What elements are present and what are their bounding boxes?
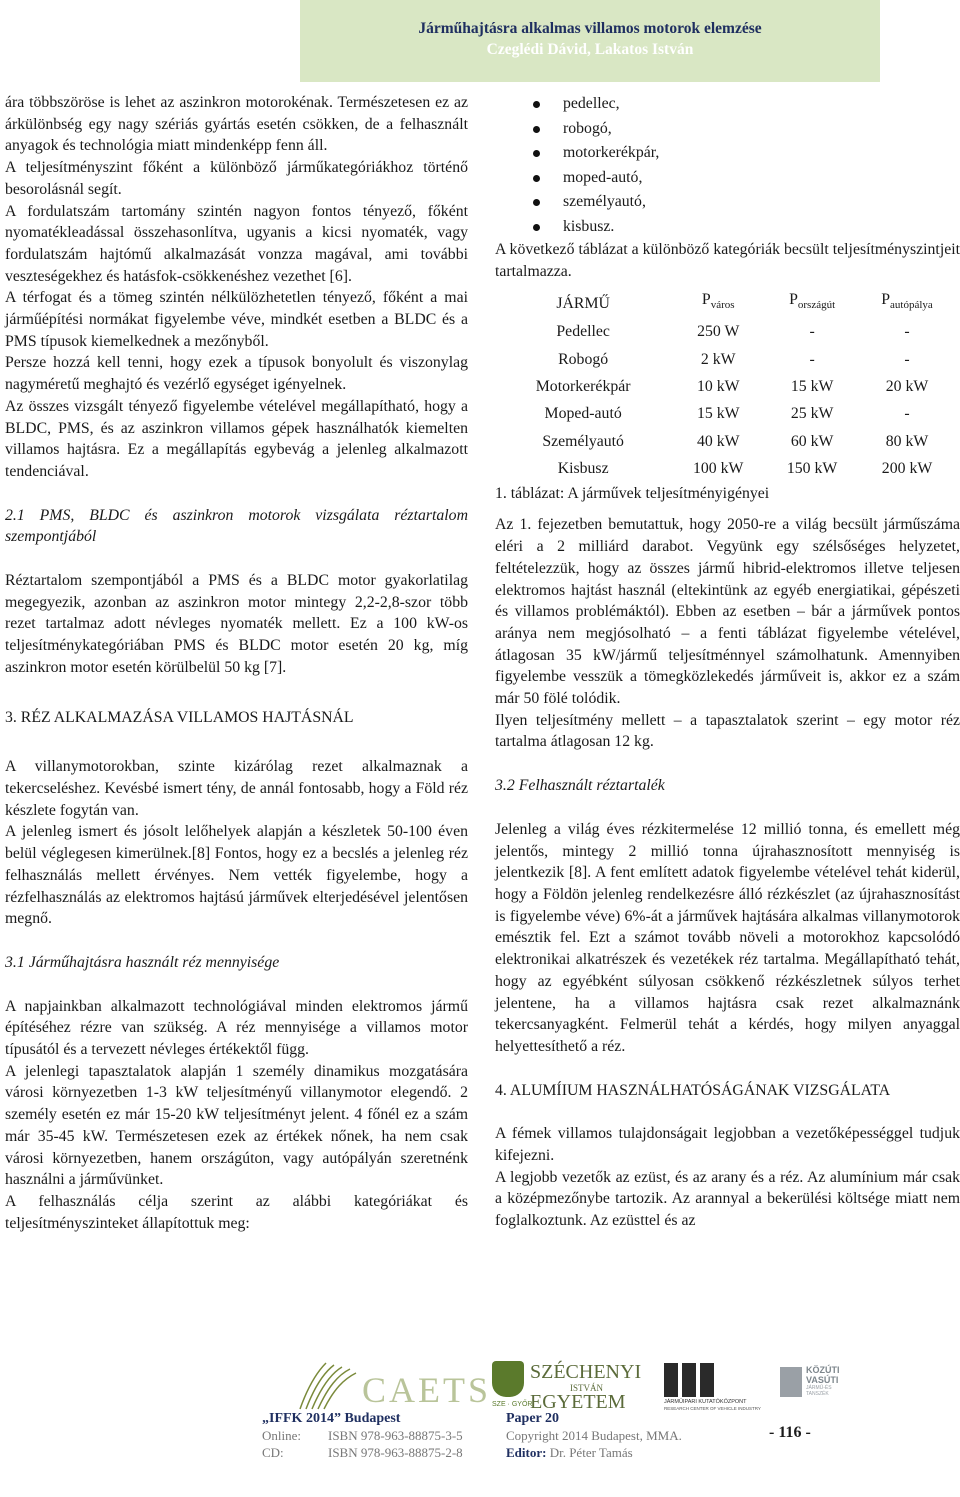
list-item: moped-autó, — [563, 166, 960, 191]
table-cell: 200 kW — [881, 460, 933, 478]
copyright: Copyright 2014 Budapest, MMA. — [506, 1428, 682, 1443]
vehicle-category-list — [495, 92, 960, 239]
table-header-cell: $P_{város}$ — [701, 291, 735, 312]
paragraph: A teljesítményszint főként a különböző járműkategóriákhoz történő besorolásnál segít. — [5, 159, 468, 198]
table-row — [495, 373, 955, 400]
table-cell: Robogó — [558, 350, 609, 368]
kozuti-vasuti-logo — [780, 1363, 860, 1413]
list-item: kisbusz. — [563, 215, 960, 240]
table-cell: 10 kW — [696, 378, 740, 396]
header-authors: Czeglédi Dávid, Lakatos István — [486, 41, 694, 58]
table-caption: 1. táblázat: A járművek teljesítményigényei — [495, 484, 770, 502]
header-title: Járműhajtásra alkalmas villamos motorok elemzése — [418, 20, 762, 37]
editor-name: Dr. Péter Tamás — [549, 1445, 633, 1460]
table-cell: 25 kW — [790, 405, 834, 423]
table-cell: 80 kW — [885, 432, 929, 450]
szechenyi-emblem-icon — [492, 1361, 524, 1397]
power-table — [495, 288, 955, 482]
paragraph: Persze hozzá kell tenni, hogy ezek a típusok bonyolult és viszonylag nagyméretű meghajtó és vezérlő egységet igényelnek. — [5, 354, 468, 394]
online-isbn: ISBN 978-963-88875-3-5 — [328, 1428, 463, 1443]
table-header-cell: $P_{országút}$ — [789, 291, 836, 312]
table-cell: 250 W — [697, 323, 740, 341]
szechenyi-istvan: ISTVÁN — [570, 1383, 603, 1393]
section-heading-3-1: 3.1 Járműhajtásra használt réz mennyisége — [5, 953, 280, 971]
paragraph: A felhasználás célja szerint az alábbi kategóriákat és teljesítményszinteket állapítottuk meg: — [5, 1192, 468, 1232]
sze-label: SZE · GYŐR — [492, 1401, 533, 1408]
jkk-logo — [664, 1363, 774, 1413]
kozuti-line-2: VASÚTI — [806, 1375, 839, 1385]
table-cell: - — [904, 350, 910, 368]
table-row — [495, 346, 955, 373]
paragraph: Ilyen teljesítmény mellett – a tapasztalatok szerint – egy motor réz tartalma átlagosan 12 kg. — [495, 711, 960, 751]
page-number: - 116 - — [769, 1424, 811, 1441]
kozuti-line-3: JÁRMŰ-ÉS — [806, 1385, 832, 1391]
table-header-cell: $P_{autópálya}$ — [881, 291, 933, 312]
section-heading-3: 3. RÉZ ALKALMAZÁSA VILLAMOS HAJTÁSNÁL — [5, 708, 354, 726]
table-cell: 60 kW — [790, 432, 834, 450]
section-heading-4: 4. ALUMÍIUM HASZNÁLHATÓSÁGÁNAK VIZSGÁLATA — [495, 1081, 891, 1099]
kozuti-line-1: KÖZÚTI — [806, 1365, 840, 1375]
right-column — [495, 92, 960, 1232]
section-heading-2-1: 2.1 PMS, BLDC és aszinkron motorok vizsgálata réztartalom szempontjából — [5, 506, 468, 546]
table-header-cell: JÁRMŰ — [556, 294, 610, 312]
list-item: robogó, — [563, 117, 960, 142]
jkk-name: JÁRMŰIPARI KUTATÓKÖZPONT — [664, 1399, 747, 1405]
table-header-row — [495, 288, 955, 318]
section-heading-3-2: 3.2 Felhasznált réztartalék — [495, 777, 665, 795]
list-item: személyautó, — [563, 190, 960, 215]
paragraph: A jelenleg ismert és jósolt lelőhelyek alapján a készletek 50-100 éven belül véglegesen kimerülnek.[8] Fontos, hogy ez a becslés a jelenleg réz felhasználás mellett érvényes. Nem vették figyelembe, hogy a rézfelhasználás az elektromos hajtású járművek elterjedésével jelentősen megnő. — [5, 823, 468, 928]
editor-label: Editor: — [506, 1445, 547, 1460]
paragraph: Réztartalom szempontjából a PMS és a BLDC motor gyakorlatilag megegyezik, azonban az aszinkron motor mintegy 2,2-2,8-szor több rezet tartalmaz adott névleges nyomaték mellett. Ez a 100 kW-os teljesítménykategóriában PMS és BLDC motor esetén 20 kg, míg aszinkron motor esetén körülbelül 50 kg [7]. — [5, 572, 468, 676]
table-cell: 2 kW — [700, 350, 736, 368]
paragraph: A fordulatszám tartomány szintén nagyon fontos tényező, főként nyomatékleadással összehasonlítva, ugyanis a kicsi nyomaték, vagy fordulatszám hajtómű alkalmazását vonzza magával, ami további veszteségekhez és hatásfok-csökkenéshez vezethet [6]. — [5, 202, 468, 285]
jkk-emblem-icon — [664, 1363, 714, 1397]
table-cell: Pedellec — [556, 323, 610, 341]
table-cell: - — [809, 350, 815, 368]
table-cell: 150 kW — [786, 460, 838, 478]
paragraph: A villanymotorokban, szinte kizárólag rezet alkalmaznak a tekercseléshez. Kevésbé ismert tény, de annál fontosabb, hogy a Föld réz készlete fogytán van. — [5, 758, 468, 819]
online-label: Online: — [262, 1428, 301, 1443]
table-row — [495, 455, 955, 482]
table-cell: 15 kW — [790, 378, 834, 396]
list-item: pedellec, — [563, 92, 960, 117]
event-name: „IFFK 2014” Budapest — [262, 1411, 401, 1426]
table-cell: Személyautó — [542, 432, 624, 450]
table-cell: Kisbusz — [557, 460, 609, 478]
cd-isbn: ISBN 978-963-88875-2-8 — [328, 1445, 463, 1460]
table-cell: 40 kW — [696, 432, 740, 450]
paragraph: A legjobb vezetők az ezüst, és az arany és a réz. Az alumínium már csak a középmezőnybe tartozik. Az arannyal a bekerülési költsége miatt nem foglalkoztunk. Az ezüsttel és az — [495, 1168, 960, 1230]
paragraph: ára többszöröse is lehet az aszinkron motorokénak. Természetesen ez az árkülönbség egy nagy szériás gyártás esetén csökken, de a felhasznált anyagok és technológia miatt mindenképp fenn áll. — [5, 94, 468, 155]
jkk-sub: RESEARCH CENTER OF VEHICLE INDUSTRY — [664, 1406, 761, 1411]
paragraph: A jelenlegi tapasztalatok alapján 1 személy dinamikus mozgatására városi környezetben 1-3 kW teljesítményű villanymotor elegendő. 2 személy esetén ez már 15-20 kW teljesítményt jelent. 4 főnél ez a szám már 35-45 kW. Természetesen ezek az értékek nőnek, ha nem csak városi környezetben, hanem országúton, vagy autópályán szeretnénk használni a járművünket. — [5, 1062, 468, 1189]
cd-label: CD: — [262, 1445, 284, 1460]
paper-info — [506, 1410, 736, 1461]
paragraph: A következő táblázat a különböző kategóriák becsült teljesítményszintjeit tartalmazza. — [495, 241, 960, 280]
paragraph: Az összes vizsgált tényező figyelembe vételével megállapítható, hogy a BLDC, PMS, és az aszinkron villamos gépek használhatók kiemelten villamos hajtásra. Ez a megállapítás egybevág a jelenleg alkalmazott tendenciával. — [5, 397, 468, 480]
table-cell: Motorkerékpár — [535, 378, 631, 396]
table-row — [495, 428, 955, 455]
kozuti-line-4: TANSZÉK — [806, 1391, 829, 1397]
table-cell: - — [904, 323, 910, 341]
table-cell: 15 kW — [696, 405, 740, 423]
caets-logo — [296, 1361, 492, 1411]
paragraph: A fémek villamos tulajdonságait legjobban a vezetőképességgel tudjuk kifejezni. — [495, 1125, 960, 1165]
table-row — [495, 318, 955, 345]
paragraph: Jelenleg a világ éves rézkitermelése 12 millió tonna, és emellett még jelentős, mintegy 2 millió tonna újrahasznosított mennyiség is jelentkezik [8]. A fent említett adatok figyelembe vételével tehát kiderül, hogy a Földön jelenleg rendelkezésre álló rézkészlet (az újrahasznosítást is figyelembe véve) 6%-át a járművek hajtására alkalmas villanymotorok emésztik fel. Ezt a számot tovább növeli a motorokhoz kapcsolódó elektronikai alkatrészek és vezetékek réz tartalma. Megállapítható tehát, hogy az egyébként súlyosan csökkenő rézkészletnek súlyos terhet jelentene, ha a villamos hajtásra csak rezet alkalmaznánk tekercsanyagként. Felmerül tehát a kérdés, hogy milyen anyaggal helyettesíthető a réz. — [495, 820, 960, 1055]
table-cell: 100 kW — [693, 460, 744, 478]
paragraph: A térfogat és a tömeg szintén nélkülözhetetlen tényező, főként a mai járműépítési normákat figyelembe véve, mindkét esetben a BLDC és a PMS típusok kiemelkednek a mezőnyből. — [5, 289, 468, 350]
szechenyi-name: SZÉCHENYI — [530, 1361, 642, 1383]
szechenyi-egyetem: EGYETEM — [530, 1391, 626, 1413]
kozuti-emblem-icon — [780, 1367, 802, 1397]
table-cell: 20 kW — [885, 378, 929, 396]
table-cell: - — [809, 323, 815, 341]
table-cell: Moped-autó — [544, 405, 622, 423]
table-cell: - — [904, 405, 910, 423]
caets-wordmark: CAETS — [362, 1370, 492, 1410]
table-row — [495, 401, 955, 428]
paragraph: A napjainkban alkalmazott technológiával minden elektromos jármű építéséhez rézre van szükség. A réz mennyisége a villamos motor típusától és a tervezett névleges értékektől függ. — [5, 997, 468, 1059]
szechenyi-logo — [492, 1359, 660, 1415]
paper-number: Paper 20 — [506, 1411, 560, 1426]
list-item: motorkerékpár, — [563, 141, 960, 166]
conference-info — [262, 1410, 502, 1461]
left-column — [5, 92, 468, 1234]
running-header — [300, 0, 880, 84]
paragraph: Az 1. fejezetben bemutattuk, hogy 2050-re a világ becsült járműszáma eléri a 2 milliárd darabot. Vegyünk egy szélsőséges helyzetet, feltételezzük, hogy az összes jármű hibrid-elektromos illetve teljesen elektromos hajtást használ (eltekintünk az egyéb energiatikai, gépészeti és villamos problémáktól). Ebben az esetben – bár a járművek pontos aránya nem megjósolható – a fenti táblázat figyelembe vételével, átlagosan 35 kW/jármű teljesítménnyel számolhatunk. Amennyiben figyelembe vesszük a tömegközlekedés járműveit is, akkor ez a szám már 50 fölé tolódik. — [495, 516, 960, 708]
